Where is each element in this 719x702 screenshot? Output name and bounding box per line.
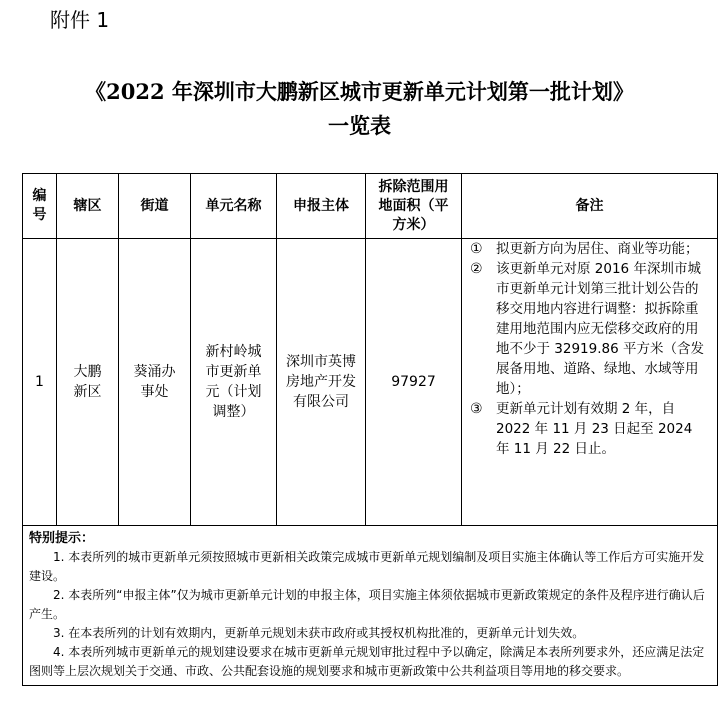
tips-title: 特别提示： — [29, 531, 95, 546]
note-marker: ① — [470, 241, 483, 257]
header-id: 编号 — [23, 174, 57, 239]
cell-street: 葵涌办事处 — [119, 239, 191, 526]
note-text: 拟更新方向为居住、商业等功能； — [496, 241, 699, 257]
cell-id: 1 — [23, 239, 57, 526]
cell-district: 大鹏新区 — [57, 239, 119, 526]
note-text: 该更新单元对原 2016 年深圳市城市更新单元计划第三批计划公告的移交用地内容进行调整：拟拆除重建用地范围内应无偿移交政府的用地不少于 32919.86 平方米（含发展备用地、道路、绿地、水域等用地）； — [496, 261, 704, 397]
tip-item: 3. 在本表所列的计划有效期内，更新单元规划未获市政府或其授权机构批准的，更新单元计划失效。 — [53, 626, 585, 640]
plan-table — [22, 173, 718, 686]
header-unit-name: 单元名称 — [191, 174, 277, 239]
header-area: 拆除范围用地面积（平方米） — [366, 174, 462, 239]
cell-notes — [462, 239, 718, 526]
tips-row — [23, 526, 718, 686]
note-marker: ② — [470, 261, 483, 277]
attachment-label: 附件 1 — [50, 8, 110, 32]
document-title: 《2022 年深圳市大鹏新区城市更新单元计划第一批计划》 — [85, 79, 634, 104]
table-row — [23, 239, 718, 526]
cell-area: 97927 — [366, 239, 462, 526]
note-text: 更新单元计划有效期 2 年，自 2022 年 11 月 23 日起至 2024 年 11 月 22 日止。 — [496, 401, 693, 457]
note-item — [470, 399, 709, 459]
tip-item: 4. 本表所列城市更新单元的规划建设要求在城市更新单元规划审批过程中予以确定，除满足本表所列要求外，还应满足法定图则等上层次规划关于交通、市政、公共配套设施的规划要求和城市更新政策中公共利益项目等用地的移交要求。 — [29, 645, 705, 678]
note-marker: ③ — [470, 401, 483, 417]
note-item — [470, 259, 709, 399]
document-subtitle: 一览表 — [328, 113, 391, 138]
tip-item: 2. 本表所列“申报主体”仅为城市更新单元计划的申报主体，项目实施主体须依据城市更新政策规定的条件及程序进行确认后产生。 — [29, 588, 705, 621]
tip-item: 1. 本表所列的城市更新单元须按照城市更新相关政策完成城市更新单元规划编制及项目实施主体确认等工作后方可实施开发建设。 — [29, 550, 705, 583]
cell-unit-name: 新村岭城市更新单元（计划调整） — [191, 239, 277, 526]
cell-applicant: 深圳市英博房地产开发有限公司 — [277, 239, 366, 526]
header-applicant: 申报主体 — [277, 174, 366, 239]
header-street: 街道 — [119, 174, 191, 239]
tips-cell — [23, 526, 718, 686]
header-district: 辖区 — [57, 174, 119, 239]
table-header-row — [23, 174, 718, 239]
header-notes: 备注 — [462, 174, 718, 239]
note-item — [470, 239, 709, 259]
